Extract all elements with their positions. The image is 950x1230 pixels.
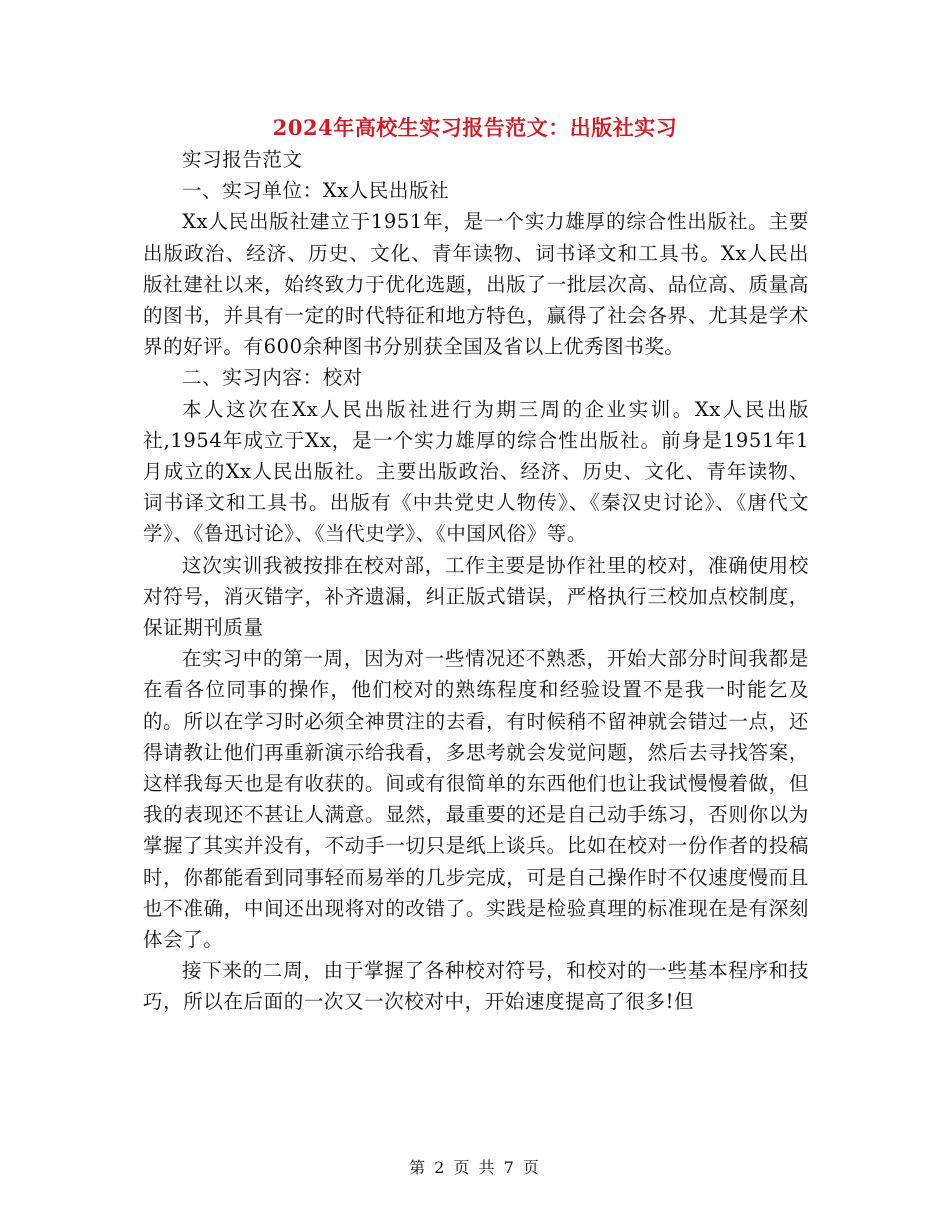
heading-report-sample: 实习报告范文 <box>182 148 303 171</box>
paragraph-second-week: 接下来的二周，由于掌握了各种校对符号，和校对的一些基本程序和技巧，所以在后面的一次又一次校对中，开始速度提高了很多!但 <box>143 959 809 1014</box>
page-number-footer: 第 2 页 共 7 页 <box>409 1158 541 1177</box>
document-body <box>143 144 809 1018</box>
section-heading-internship-content: 二、实习内容：校对 <box>182 366 363 390</box>
section-heading-internship-unit: 一、实习单位：Xx人民出版社 <box>182 179 450 203</box>
paragraph-publisher-intro: Xx人民出版社建立于1951年，是一个实力雄厚的综合性出版社。主要出版政治、经济、历史、文化、青年读物、词书译文和工具书。Xx人民出版社建社以来，始终致力于优化选题，出版了一批层次高、品位高、质量高的图书，并具有一定的时代特征和地方特色，赢得了社会各界、尤其是学术界的好评。有600余种图书分别获全国及省以上优秀图书奖。 <box>143 210 809 359</box>
document-title: 2024年高校生实习报告范文：出版社实习 <box>272 115 678 140</box>
paragraph-first-week: 在实习中的第一周，因为对一些情况还不熟悉，开始大部分时间我都是在看各位同事的操作，他们校对的熟练程度和经验设置不是我一时能乞及的。所以在学习时必须全神贯注的去看，有时候稍不留神就会错过一点，还得请教让他们再重新演示给我看，多思考就会发觉问题，然后去寻找答案，这样我每天也是有收获的。间或有很简单的东西他们也让我试慢慢着做，但我的表现还不甚让人满意。显然，最重要的还是自己动手练习，否则你以为掌握了其实并没有，不动手一切只是纸上谈兵。比如在校对一份作者的投稿时，你都能看到同事轻而易举的几步完成，可是自己操作时不仅速度慢而且也不准确，中间还出现将对的改错了。实践是检验真理的标准现在是有深刻体会了。 <box>143 647 809 952</box>
paragraph-training-overview: 本人这次在Xx人民出版社进行为期三周的企业实训。Xx人民出版社,1954年成立于Xx，是一个实力雄厚的综合性出版社。前身是1951年1月成立的Xx人民出版社。主要出版政治、经济、历史、文化、青年读物、词书译文和工具书。出版有《中共党史人物传》、《秦汉史讨论》、《唐代文学》、《鲁迅讨论》、《当代史学》、《中国风俗》等。 <box>143 397 809 546</box>
paragraph-proofreading-duties: 这次实训我被按排在校对部，工作主要是协作社里的校对，准确使用校对符号，消灭错字，补齐遗漏，纠正版式错误，严格执行三校加点校制度，保证期刊质量 <box>143 553 809 640</box>
